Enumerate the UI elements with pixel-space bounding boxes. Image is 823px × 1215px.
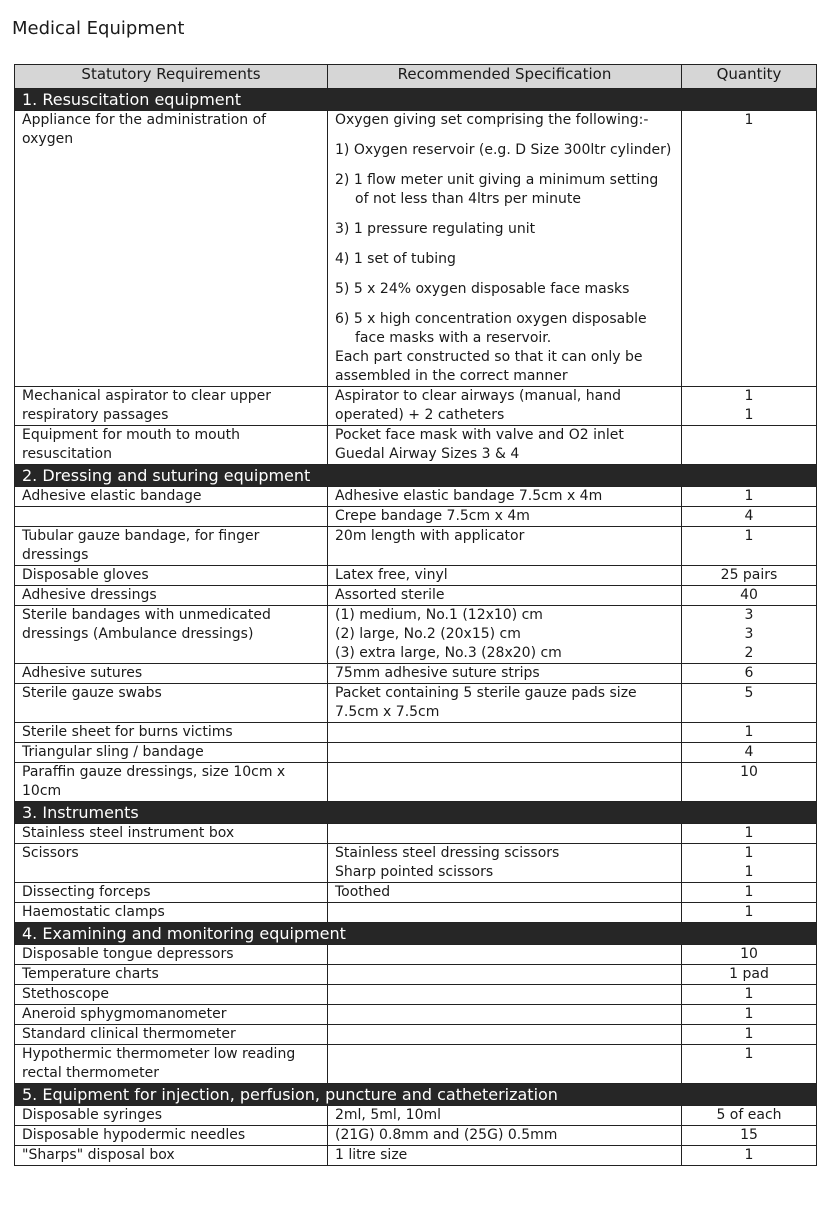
specification-cell (328, 387, 682, 426)
quantity-value: 1 (744, 488, 754, 504)
quantity-cell (682, 1005, 817, 1025)
requirement-cell (15, 824, 328, 844)
table-row (15, 527, 817, 566)
section-row (15, 923, 817, 945)
specification-text: (21G) 0.8mm and (25G) 0.5mm (335, 1127, 558, 1143)
requirement-text: Sterile gauze swabs (22, 685, 162, 701)
quantity-value: 40 (740, 587, 758, 603)
requirement-text: "Sharps" disposal box (22, 1147, 175, 1163)
quantity-value: 5 of each (716, 1107, 782, 1123)
quantity-value: 1 (744, 112, 754, 128)
quantity-cell (682, 945, 817, 965)
requirement-text: Disposable gloves (22, 567, 149, 583)
requirement-cell (15, 487, 328, 507)
requirement-text: Appliance for the administration of oxygen (22, 112, 267, 147)
quantity-value: 10 (740, 946, 758, 962)
quantity-cell (682, 566, 817, 586)
quantity-cell (682, 1045, 817, 1084)
specification-cell (328, 1005, 682, 1025)
table-row (15, 487, 817, 507)
table-row (15, 606, 817, 664)
quantity-cell (682, 844, 817, 883)
specification-cell (328, 763, 682, 802)
requirement-text: Dissecting forceps (22, 884, 151, 900)
specification-cell (328, 965, 682, 985)
requirement-text: Aneroid sphygmomanometer (22, 1006, 227, 1022)
table-row (15, 1146, 817, 1166)
table-row (15, 844, 817, 883)
specification-cell (328, 903, 682, 923)
specification-cell (328, 1146, 682, 1166)
quantity-value: 6 (744, 665, 754, 681)
quantity-value: 10 (740, 764, 758, 780)
specification-cell (328, 664, 682, 684)
specification-cell (328, 586, 682, 606)
table-row (15, 1005, 817, 1025)
quantity-cell (682, 965, 817, 985)
specification-text: Adhesive elastic bandage 7.5cm x 4m (335, 488, 603, 504)
requirement-text: Adhesive dressings (22, 587, 157, 603)
requirement-cell (15, 945, 328, 965)
quantity-cell (682, 507, 817, 527)
requirement-text: Stainless steel instrument box (22, 825, 235, 841)
quantity-value: 1 (744, 407, 754, 423)
specification-text: Aspirator to clear airways (manual, hand operated) + 2 catheters (335, 388, 622, 423)
table-row (15, 1025, 817, 1045)
quantity-value: 1 (744, 864, 754, 880)
requirement-cell (15, 903, 328, 923)
specification-text: Latex free, vinyl (335, 567, 448, 583)
requirement-text: Paraffin gauze dressings, size 10cm x 10cm (22, 764, 286, 799)
quantity-cell (682, 606, 817, 664)
quantity-value: 1 (744, 388, 754, 404)
specification-cell (328, 1045, 682, 1084)
requirement-text: Disposable tongue depressors (22, 946, 234, 962)
specification-cell (328, 743, 682, 763)
requirement-cell (15, 426, 328, 465)
section-row (15, 1084, 817, 1106)
specification-cell (328, 507, 682, 527)
specification-text: 20m length with applicator (335, 528, 525, 544)
specification-item: 3) 1 pressure regulating unit (335, 221, 536, 237)
specification-note: Each part constructed so that it can only be assembled in the correct manner (335, 349, 643, 384)
table-row (15, 1045, 817, 1084)
page-title: Medical Equipment (12, 18, 185, 39)
requirement-text: Sterile sheet for burns victims (22, 724, 233, 740)
table-row (15, 664, 817, 684)
requirement-text: Disposable hypodermic needles (22, 1127, 246, 1143)
requirement-text: Temperature charts (22, 966, 159, 982)
equipment-table (14, 64, 817, 1166)
table-row (15, 743, 817, 763)
requirement-text: Stethoscope (22, 986, 109, 1002)
table-row (15, 387, 817, 426)
section-title: 4. Examining and monitoring equipment (15, 923, 817, 945)
specification-text: (2) large, No.2 (20x15) cm (335, 626, 521, 642)
table-row (15, 824, 817, 844)
quantity-value: 25 pairs (720, 567, 778, 583)
quantity-cell (682, 426, 817, 465)
quantity-cell (682, 723, 817, 743)
section-title: 1. Resuscitation equipment (15, 89, 817, 111)
quantity-cell (682, 763, 817, 802)
quantity-cell (682, 1126, 817, 1146)
quantity-value: 3 (744, 626, 754, 642)
table-row (15, 684, 817, 723)
quantity-cell (682, 487, 817, 507)
quantity-cell (682, 586, 817, 606)
requirement-text: Disposable syringes (22, 1107, 163, 1123)
specification-cell (328, 985, 682, 1005)
quantity-cell (682, 883, 817, 903)
specification-cell (328, 883, 682, 903)
quantity-cell (682, 743, 817, 763)
quantity-value: 1 (744, 1046, 754, 1062)
specification-item: 1) Oxygen reservoir (e.g. D Size 300ltr cylinder) (335, 142, 672, 158)
requirement-text: Equipment for mouth to mouth resuscitation (22, 427, 240, 462)
specification-text: Guedal Airway Sizes 3 & 4 (335, 446, 520, 462)
quantity-value: 1 (744, 528, 754, 544)
quantity-value: 1 (744, 825, 754, 841)
requirement-cell (15, 965, 328, 985)
requirement-cell (15, 606, 328, 664)
requirement-cell (15, 566, 328, 586)
requirement-cell (15, 111, 328, 387)
requirement-cell (15, 684, 328, 723)
section-title: 3. Instruments (15, 802, 817, 824)
specification-text: 2ml, 5ml, 10ml (335, 1107, 442, 1123)
specification-cell (328, 606, 682, 664)
table-row (15, 903, 817, 923)
quantity-value: 4 (744, 508, 754, 524)
quantity-value: 15 (740, 1127, 758, 1143)
specification-cell (328, 111, 682, 387)
table-row (15, 426, 817, 465)
specification-cell (328, 566, 682, 586)
requirement-cell (15, 664, 328, 684)
requirement-cell (15, 1045, 328, 1084)
table-row (15, 883, 817, 903)
table-body (15, 89, 817, 1166)
requirement-cell (15, 1126, 328, 1146)
quantity-cell (682, 1106, 817, 1126)
quantity-cell (682, 824, 817, 844)
requirement-text: Tubular gauze bandage, for finger dressings (22, 528, 260, 563)
requirement-cell (15, 985, 328, 1005)
specification-cell (328, 527, 682, 566)
table-row (15, 945, 817, 965)
requirement-cell (15, 1025, 328, 1045)
specification-cell (328, 1025, 682, 1045)
specification-text: Assorted sterile (335, 587, 445, 603)
quantity-cell (682, 111, 817, 387)
requirement-text: Scissors (22, 845, 79, 861)
table-row (15, 965, 817, 985)
requirement-cell (15, 586, 328, 606)
table-row (15, 985, 817, 1005)
quantity-cell (682, 387, 817, 426)
specification-text: Crepe bandage 7.5cm x 4m (335, 508, 530, 524)
specification-item: 4) 1 set of tubing (335, 251, 456, 267)
quantity-cell (682, 664, 817, 684)
table-row (15, 566, 817, 586)
specification-item: 2) 1 flow meter unit giving a minimum setting of not less than 4ltrs per minute (335, 172, 659, 207)
quantity-cell (682, 903, 817, 923)
requirement-cell (15, 723, 328, 743)
table-row (15, 1106, 817, 1126)
quantity-cell (682, 1146, 817, 1166)
specification-text: 1 litre size (335, 1147, 408, 1163)
table-row (15, 507, 817, 527)
quantity-value: 1 (744, 904, 754, 920)
quantity-value: 3 (744, 607, 754, 623)
specification-cell (328, 1126, 682, 1146)
table-row (15, 723, 817, 743)
quantity-value: 1 (744, 1147, 754, 1163)
quantity-value: 1 pad (729, 966, 769, 982)
requirement-cell (15, 763, 328, 802)
requirement-text: Adhesive elastic bandage (22, 488, 202, 504)
header-quantity: Quantity (682, 65, 817, 89)
specification-text: Toothed (335, 884, 391, 900)
quantity-cell (682, 1025, 817, 1045)
table-header (15, 65, 817, 89)
requirement-cell (15, 1106, 328, 1126)
table-row (15, 111, 817, 387)
specification-text: Stainless steel dressing scissors (335, 845, 560, 861)
header-specification: Recommended Specification (328, 65, 682, 89)
section-title: 2. Dressing and suturing equipment (15, 465, 817, 487)
quantity-value: 1 (744, 1026, 754, 1042)
specification-cell (328, 844, 682, 883)
table-row (15, 586, 817, 606)
specification-cell (328, 945, 682, 965)
specification-cell (328, 723, 682, 743)
specification-text: Sharp pointed scissors (335, 864, 494, 880)
specification-text: (1) medium, No.1 (12x10) cm (335, 607, 543, 623)
requirement-cell (15, 1146, 328, 1166)
requirement-text: Mechanical aspirator to clear upper respiratory passages (22, 388, 271, 423)
quantity-value: 1 (744, 845, 754, 861)
quantity-cell (682, 527, 817, 566)
quantity-cell (682, 684, 817, 723)
specification-cell (328, 426, 682, 465)
requirement-cell (15, 1005, 328, 1025)
quantity-value: 5 (744, 685, 754, 701)
specification-item: 5) 5 x 24% oxygen disposable face masks (335, 281, 630, 297)
header-requirement: Statutory Requirements (15, 65, 328, 89)
specification-cell (328, 487, 682, 507)
requirement-cell (15, 743, 328, 763)
specification-text: 75mm adhesive suture strips (335, 665, 540, 681)
quantity-value: 1 (744, 1006, 754, 1022)
specification-cell (328, 824, 682, 844)
section-row (15, 802, 817, 824)
requirement-cell (15, 387, 328, 426)
requirement-text: Sterile bandages with unmedicated dressings (Ambulance dressings) (22, 607, 271, 642)
specification-item: Oxygen giving set comprising the following:- (335, 112, 649, 128)
requirement-cell (15, 883, 328, 903)
specification-text: (3) extra large, No.3 (28x20) cm (335, 645, 562, 661)
quantity-value: 1 (744, 986, 754, 1002)
specification-item: 6) 5 x high concentration oxygen disposable face masks with a reservoir. (335, 311, 647, 346)
specification-text: Packet containing 5 sterile gauze pads size 7.5cm x 7.5cm (335, 685, 637, 720)
specification-text: Pocket face mask with valve and O2 inlet (335, 427, 624, 443)
section-title: 5. Equipment for injection, perfusion, puncture and catheterization (15, 1084, 817, 1106)
quantity-value: 1 (744, 884, 754, 900)
requirement-text: Hypothermic thermometer low reading rectal thermometer (22, 1046, 296, 1081)
requirement-text: Adhesive sutures (22, 665, 143, 681)
table-row (15, 1126, 817, 1146)
specification-cell (328, 1106, 682, 1126)
requirement-text: Haemostatic clamps (22, 904, 165, 920)
table-row (15, 763, 817, 802)
quantity-value: 4 (744, 744, 754, 760)
quantity-value: 1 (744, 724, 754, 740)
requirement-text: Standard clinical thermometer (22, 1026, 236, 1042)
quantity-value: 2 (744, 645, 754, 661)
section-row (15, 89, 817, 111)
requirement-cell (15, 844, 328, 883)
specification-cell (328, 684, 682, 723)
requirement-text: Triangular sling / bandage (22, 744, 204, 760)
quantity-cell (682, 985, 817, 1005)
requirement-cell (15, 507, 328, 527)
requirement-cell (15, 527, 328, 566)
section-row (15, 465, 817, 487)
